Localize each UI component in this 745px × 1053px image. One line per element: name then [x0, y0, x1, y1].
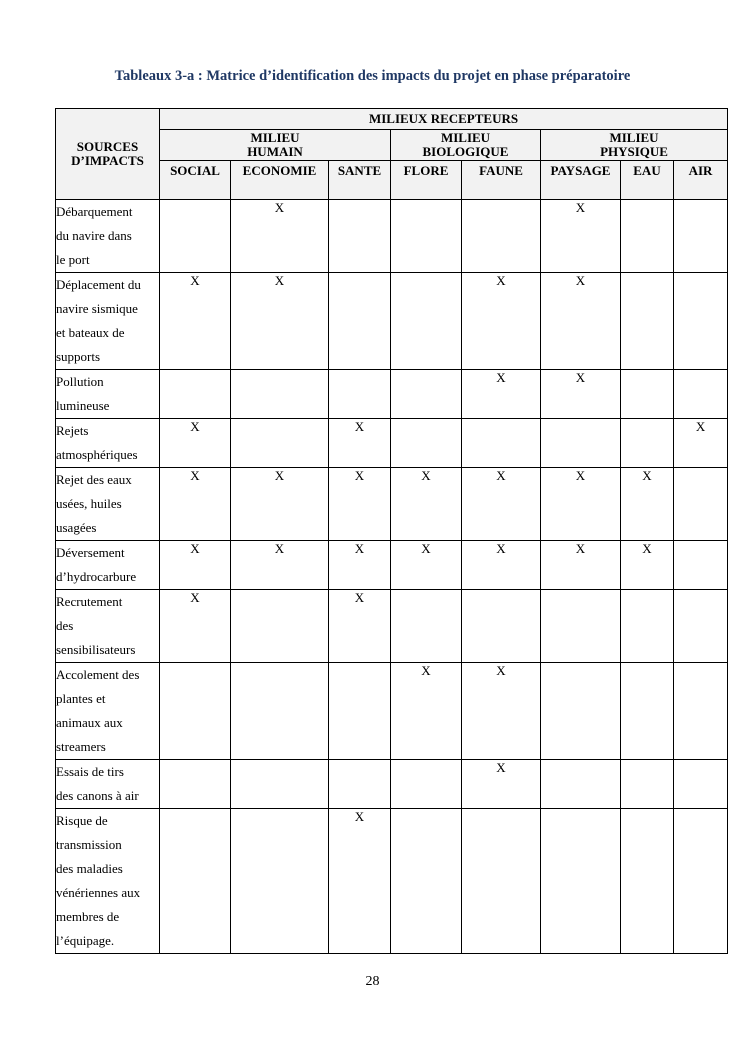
impact-source-line: usées, huiles [56, 496, 122, 511]
group-header-line2: PHYSIQUE [600, 144, 668, 159]
impact-mark-cell: X [391, 541, 462, 590]
impact-mark-cell: X [391, 663, 462, 760]
milieux-header: MILIEUX RECEPTEURS [160, 109, 728, 130]
table-row [56, 809, 728, 954]
group-header-line1: MILIEU [609, 130, 659, 145]
impact-source-line: streamers [56, 739, 106, 754]
column-header-faune: FAUNE [462, 161, 541, 200]
impact-mark-cell: X [621, 468, 674, 541]
column-header-air: AIR [674, 161, 728, 200]
impact-mark-cell: X [160, 468, 231, 541]
impact-mark-cell [674, 663, 728, 760]
impact-mark-cell [462, 590, 541, 663]
impact-mark-cell [160, 370, 231, 419]
impact-mark-cell [674, 273, 728, 370]
impact-source-cell [56, 663, 160, 760]
impact-mark-cell [231, 663, 329, 760]
impact-matrix [55, 108, 728, 954]
impact-mark-cell [462, 809, 541, 954]
impact-mark-cell: X [541, 541, 621, 590]
impact-source-line: l’équipage. [56, 933, 115, 948]
impact-mark-cell: X [160, 273, 231, 370]
impact-source-cell [56, 590, 160, 663]
impact-mark-cell [329, 200, 391, 273]
impact-mark-cell [541, 419, 621, 468]
impact-mark-cell: X [231, 468, 329, 541]
column-header-social: SOCIAL [160, 161, 231, 200]
sources-header [56, 109, 160, 200]
impact-mark-cell [391, 200, 462, 273]
group-header-humain [160, 130, 391, 161]
impact-source-line: Essais de tirs [56, 764, 124, 779]
table-row [56, 419, 728, 468]
impact-mark-cell [621, 590, 674, 663]
impact-source-line: vénériennes aux [56, 885, 141, 900]
table-row [56, 590, 728, 663]
impact-source-line: Rejets [56, 423, 89, 438]
impact-source-line: supports [56, 349, 101, 364]
impact-source-line: Débarquement [56, 204, 133, 219]
table-row [56, 200, 728, 273]
impact-source-cell [56, 200, 160, 273]
impact-mark-cell: X [674, 419, 728, 468]
impact-mark-cell: X [231, 273, 329, 370]
table-row [56, 370, 728, 419]
impact-mark-cell [231, 809, 329, 954]
impact-source-line: Rejet des eaux [56, 472, 132, 487]
impact-mark-cell [329, 370, 391, 419]
impact-source-line: le port [56, 252, 90, 267]
column-header-eau: EAU [621, 161, 674, 200]
impact-source-line: lumineuse [56, 398, 110, 413]
impact-mark-cell [391, 419, 462, 468]
group-header-physique [541, 130, 728, 161]
impact-mark-cell [231, 370, 329, 419]
impact-source-line: navire sismique [56, 301, 138, 316]
impact-mark-cell [621, 760, 674, 809]
impact-source-line: des maladies [56, 861, 123, 876]
impact-mark-cell [391, 760, 462, 809]
sources-header-line2: D’IMPACTS [71, 153, 144, 168]
table-row [56, 541, 728, 590]
column-header-sante: SANTE [329, 161, 391, 200]
impact-source-line: Déplacement du [56, 277, 141, 292]
impact-mark-cell [674, 200, 728, 273]
impact-mark-cell [391, 370, 462, 419]
impact-source-line: membres de [56, 909, 120, 924]
impact-source-cell [56, 273, 160, 370]
impact-mark-cell [541, 809, 621, 954]
impact-mark-cell: X [462, 760, 541, 809]
page-number: 28 [365, 974, 380, 989]
impact-mark-cell: X [160, 590, 231, 663]
impact-source-line: des [56, 618, 74, 633]
impact-mark-cell: X [462, 370, 541, 419]
impact-source-cell [56, 541, 160, 590]
impact-mark-cell [329, 273, 391, 370]
group-header-line1: MILIEU [250, 130, 300, 145]
impact-source-line: Pollution [56, 374, 104, 389]
impact-source-line: usagées [56, 520, 97, 535]
impact-source-line: Déversement [56, 545, 125, 560]
impact-mark-cell [674, 370, 728, 419]
column-header-paysage: PAYSAGE [541, 161, 621, 200]
impact-source-cell [56, 760, 160, 809]
impact-mark-cell [160, 663, 231, 760]
impact-mark-cell [674, 809, 728, 954]
impact-mark-cell [621, 809, 674, 954]
impact-mark-cell [231, 590, 329, 663]
impact-mark-cell [462, 200, 541, 273]
impact-source-cell [56, 370, 160, 419]
matrix-body [56, 200, 728, 954]
column-header-flore: FLORE [391, 161, 462, 200]
impact-mark-cell [462, 419, 541, 468]
impact-source-cell [56, 468, 160, 541]
impact-mark-cell: X [329, 590, 391, 663]
impact-mark-cell: X [462, 273, 541, 370]
impact-mark-cell [674, 590, 728, 663]
impact-mark-cell: X [160, 419, 231, 468]
impact-mark-cell [541, 760, 621, 809]
impact-mark-cell: X [231, 200, 329, 273]
table-title: Tableaux 3-a : Matrice d’identification des impacts du projet en phase préparatoire [114, 68, 631, 84]
impact-mark-cell: X [231, 541, 329, 590]
impact-source-line: et bateaux de [56, 325, 125, 340]
impact-mark-cell [329, 760, 391, 809]
impact-source-line: atmosphériques [56, 447, 138, 462]
impact-source-line: des canons à air [56, 788, 139, 803]
impact-mark-cell: X [391, 468, 462, 541]
impact-mark-cell [541, 590, 621, 663]
table-row [56, 468, 728, 541]
impact-mark-cell: X [329, 809, 391, 954]
impact-mark-cell [160, 760, 231, 809]
impact-mark-cell [541, 663, 621, 760]
impact-source-cell [56, 419, 160, 468]
impact-mark-cell [391, 590, 462, 663]
column-header-economie: ECONOMIE [231, 161, 329, 200]
impact-mark-cell [329, 663, 391, 760]
table-row [56, 760, 728, 809]
impact-mark-cell [674, 760, 728, 809]
impact-mark-cell: X [621, 541, 674, 590]
impact-mark-cell: X [462, 541, 541, 590]
impact-mark-cell [621, 663, 674, 760]
impact-source-line: sensibilisateurs [56, 642, 136, 657]
impact-mark-cell: X [329, 541, 391, 590]
impact-mark-cell [621, 273, 674, 370]
impact-mark-cell: X [462, 663, 541, 760]
impact-mark-cell [621, 200, 674, 273]
impact-mark-cell: X [329, 468, 391, 541]
group-header-biologique [391, 130, 541, 161]
impact-mark-cell: X [541, 370, 621, 419]
table-row [56, 663, 728, 760]
impact-source-cell [56, 809, 160, 954]
impact-mark-cell [231, 760, 329, 809]
impact-source-line: plantes et [56, 691, 106, 706]
sources-header-line1: SOURCES [76, 139, 139, 154]
group-header-line1: MILIEU [440, 130, 491, 145]
impact-source-line: animaux aux [56, 715, 123, 730]
impact-source-line: Recrutement [56, 594, 123, 609]
impact-source-line: d’hydrocarbure [56, 569, 137, 584]
impact-mark-cell: X [541, 200, 621, 273]
impact-mark-cell: X [541, 468, 621, 541]
impact-mark-cell [674, 541, 728, 590]
impact-source-line: Risque de [56, 813, 108, 828]
impact-mark-cell: X [329, 419, 391, 468]
impact-mark-cell [674, 468, 728, 541]
impact-source-line: Accolement des [56, 667, 140, 682]
impact-source-line: transmission [56, 837, 122, 852]
impact-source-line: du navire dans [56, 228, 132, 243]
impact-mark-cell [231, 419, 329, 468]
impact-mark-cell [391, 273, 462, 370]
impact-mark-cell [621, 370, 674, 419]
table-row [56, 273, 728, 370]
impact-mark-cell: X [462, 468, 541, 541]
impact-mark-cell: X [160, 541, 231, 590]
impact-mark-cell [391, 809, 462, 954]
group-header-line2: BIOLOGIQUE [422, 144, 509, 159]
impact-mark-cell [160, 809, 231, 954]
impact-mark-cell [621, 419, 674, 468]
impact-mark-cell: X [541, 273, 621, 370]
group-header-line2: HUMAIN [247, 144, 303, 159]
impact-mark-cell [160, 200, 231, 273]
